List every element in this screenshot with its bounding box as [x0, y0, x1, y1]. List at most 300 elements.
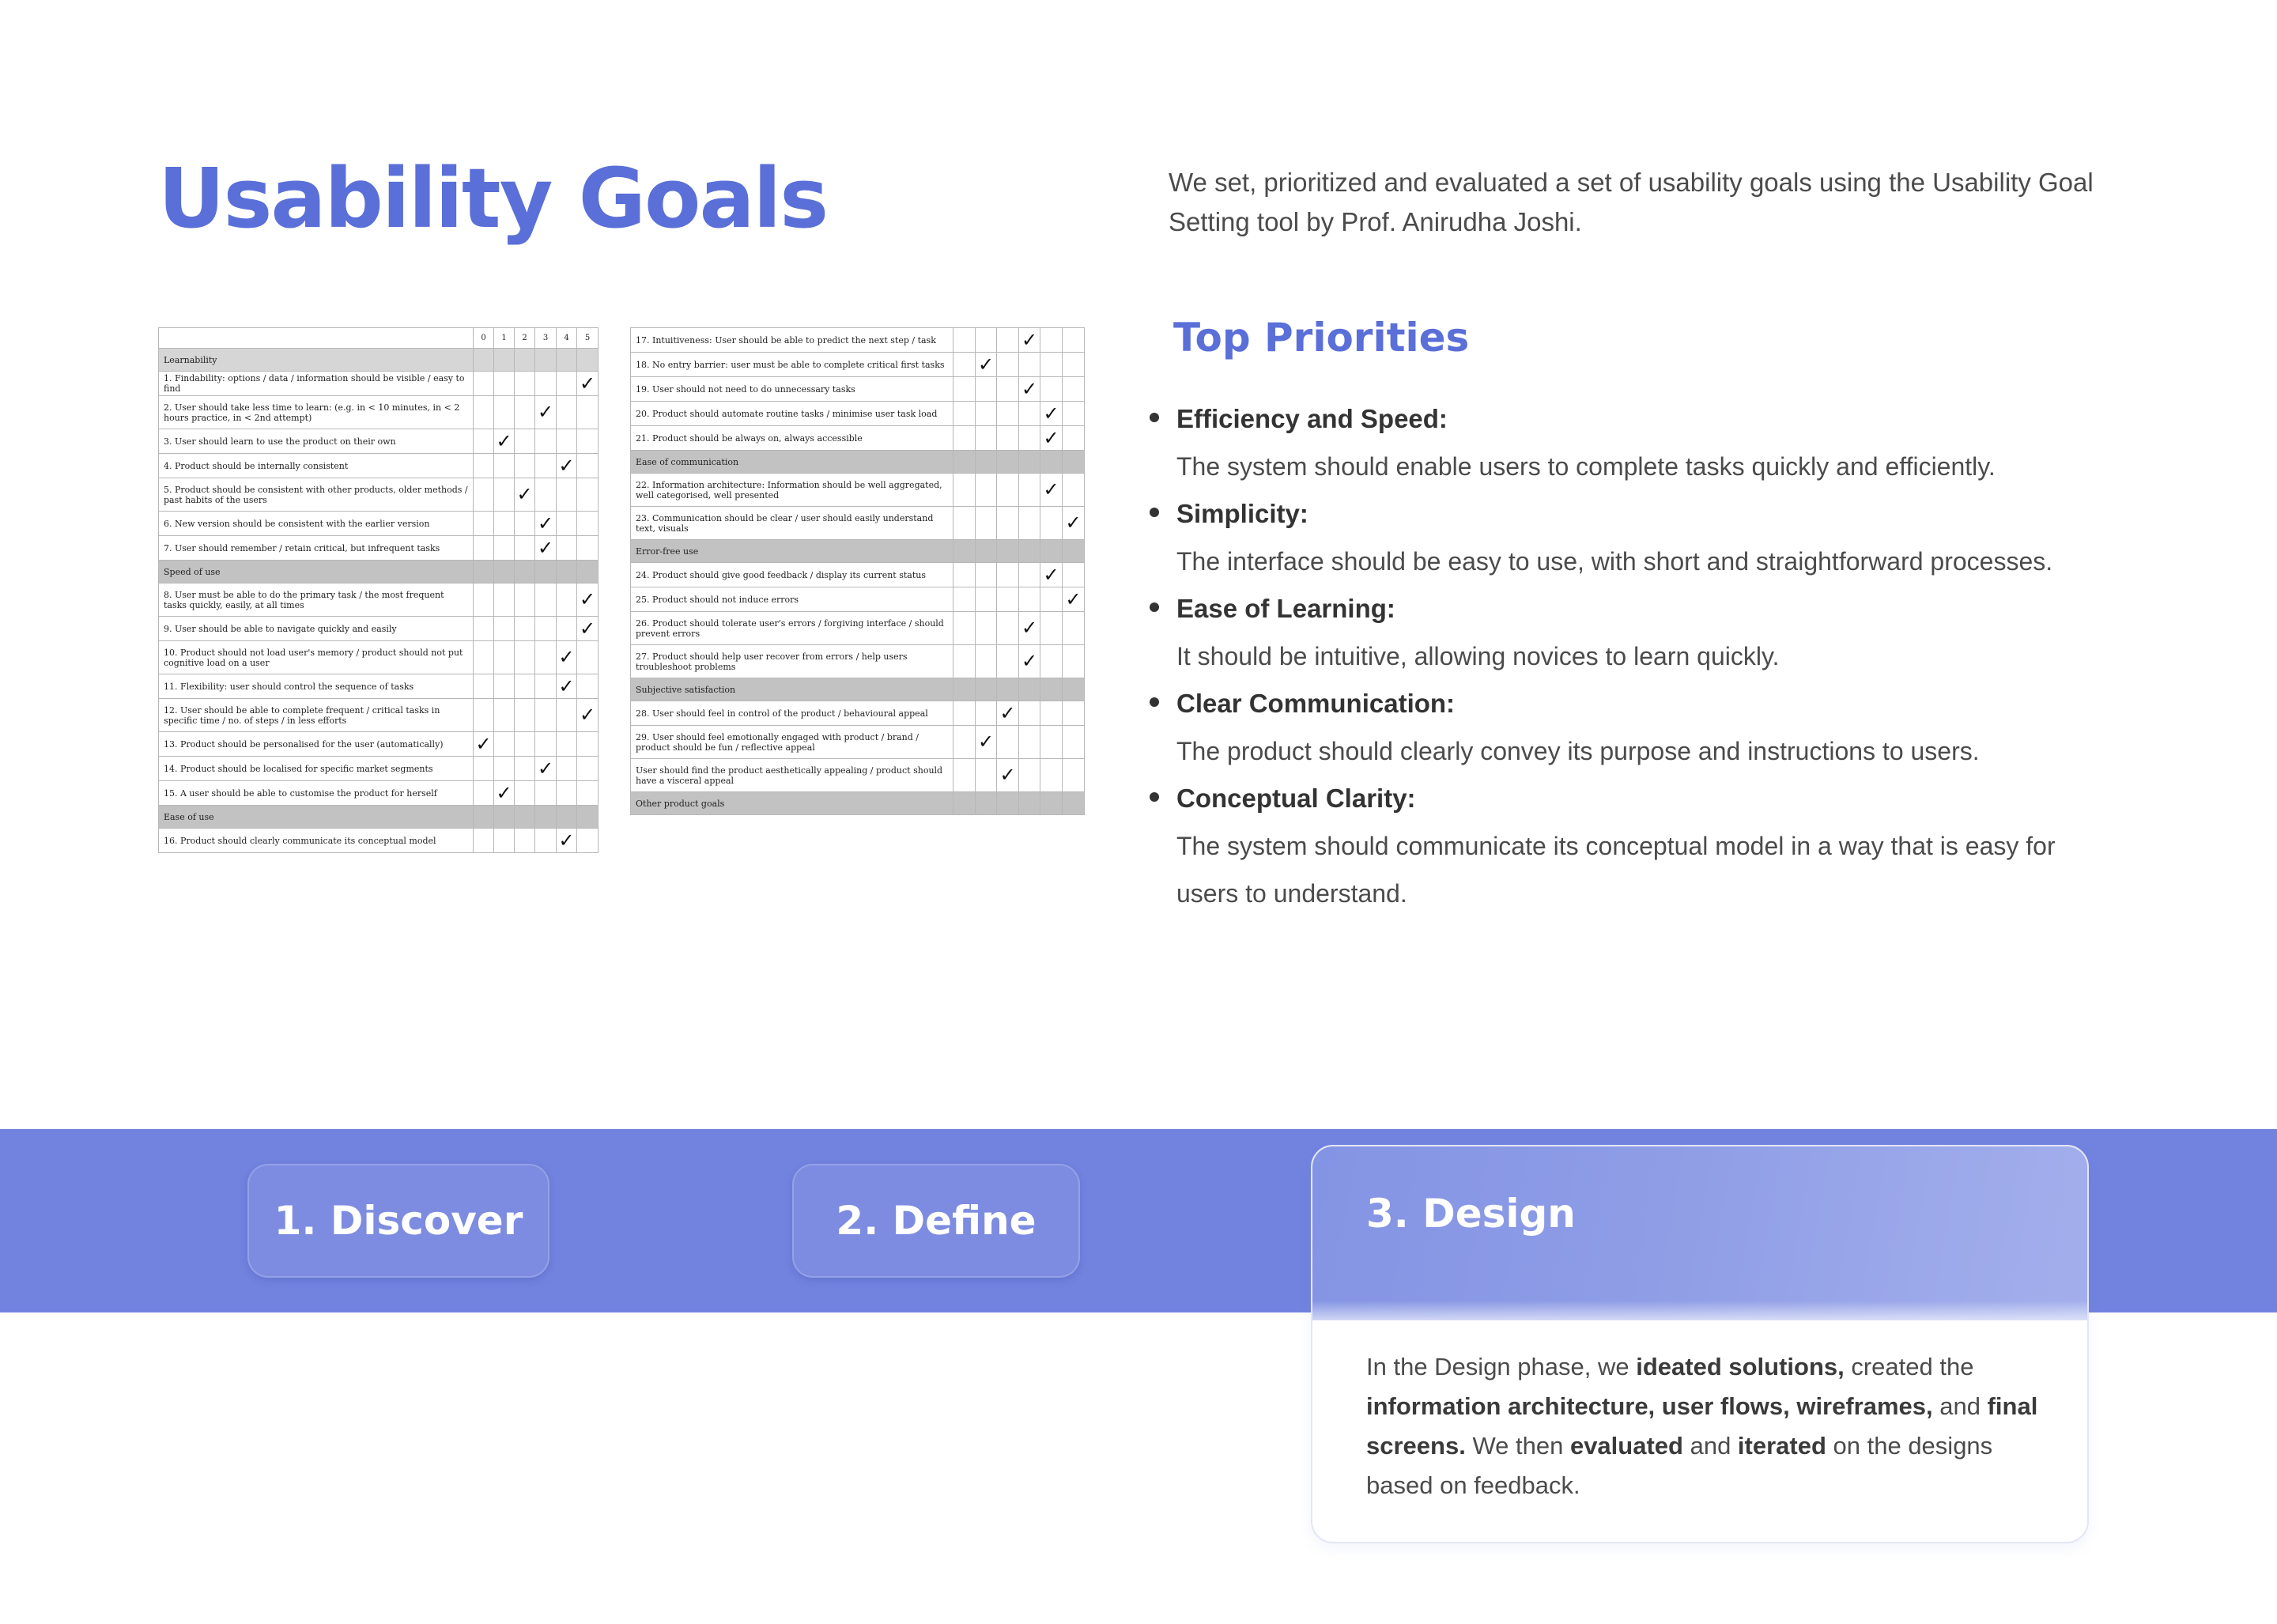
priority-title: Simplicity: [1176, 499, 1308, 528]
design-phase-description [1366, 1347, 2046, 1505]
score-cell [515, 372, 535, 396]
priority-description: The system should enable users to complete tasks quickly and efficiently. [1176, 452, 1996, 481]
score-cell [953, 563, 976, 587]
score-cell [494, 829, 515, 853]
phase-design-title: 3. Design [1366, 1191, 1576, 1237]
check-mark-icon: ✓ [577, 699, 599, 732]
score-cell [997, 587, 1019, 612]
score-cell [474, 536, 494, 561]
score-cell [1019, 726, 1040, 759]
section-score-cell [997, 678, 1019, 701]
goal-text: 9. User should be able to navigate quickly and easily [159, 617, 474, 641]
check-mark-icon: ✓ [535, 757, 557, 781]
score-cell [953, 726, 976, 759]
check-mark-icon: ✓ [1040, 474, 1063, 507]
check-mark-icon: ✓ [557, 674, 577, 699]
section-score-cell [535, 561, 557, 584]
score-cell [557, 536, 577, 561]
bullet-icon [1150, 602, 1159, 612]
goal-row [631, 353, 1085, 377]
score-cell [976, 377, 997, 402]
score-cell [577, 641, 599, 674]
section-score-cell [1019, 678, 1040, 701]
score-cell [1040, 612, 1063, 645]
goal-text: 24. Product should give good feedback / display its current status [631, 563, 953, 587]
body-text: created the [1844, 1353, 1974, 1380]
body-text: and [1932, 1392, 1988, 1420]
score-cell [953, 612, 976, 645]
score-cell [494, 372, 515, 396]
score-cell [515, 454, 535, 478]
check-mark-icon: ✓ [535, 512, 557, 536]
score-cell [976, 402, 997, 426]
score-cell [474, 584, 494, 617]
section-score-cell [1040, 540, 1063, 563]
goal-row [631, 474, 1085, 507]
section-row [159, 561, 599, 584]
score-cell [1063, 353, 1085, 377]
goal-row [631, 402, 1085, 426]
score-cell [997, 402, 1019, 426]
goal-row [631, 507, 1085, 540]
score-cell [1063, 328, 1085, 353]
goal-text: 26. Product should tolerate user's errors / forgiving interface / should prevent errors [631, 612, 953, 645]
section-score-cell [474, 349, 494, 372]
section-score-cell [494, 349, 515, 372]
score-cell [557, 781, 577, 806]
section-score-cell [1063, 540, 1085, 563]
check-mark-icon: ✓ [557, 641, 577, 674]
score-cell [1019, 587, 1040, 612]
score-cell [976, 645, 997, 678]
score-cell [997, 474, 1019, 507]
score-cell [515, 699, 535, 732]
goal-row [631, 759, 1085, 792]
score-cell [953, 587, 976, 612]
score-cell [494, 732, 515, 757]
section-score-cell [557, 349, 577, 372]
check-mark-icon: ✓ [1019, 612, 1040, 645]
score-cell [1040, 587, 1063, 612]
score-cell [953, 474, 976, 507]
goal-text: 20. Product should automate routine tasks / minimise user task load [631, 402, 953, 426]
goal-row [631, 377, 1085, 402]
phase-discover-tab[interactable]: 1. Discover [247, 1164, 549, 1278]
goal-row [631, 726, 1085, 759]
design-card-fade [1312, 1301, 2087, 1332]
score-cell [535, 674, 557, 699]
score-cell [997, 645, 1019, 678]
score-cell [494, 454, 515, 478]
goal-text: 22. Information architecture: Information should be well aggregated, well categorised, well presented [631, 474, 953, 507]
score-cell [515, 536, 535, 561]
priority-list [1150, 395, 2114, 917]
top-priorities-heading: Top Priorities [1173, 315, 1470, 361]
score-cell [953, 377, 976, 402]
section-score-cell [474, 561, 494, 584]
section-score-cell [997, 792, 1019, 815]
check-mark-icon: ✓ [997, 701, 1019, 726]
goal-text: 23. Communication should be clear / user should easily understand text, visuals [631, 507, 953, 540]
goal-text: 3. User should learn to use the product on their own [159, 429, 474, 454]
section-score-cell [1040, 451, 1063, 474]
score-cell [474, 512, 494, 536]
goal-text: User should find the product aesthetically appealing / product should have a visceral appeal [631, 759, 953, 792]
priority-item [1150, 585, 2114, 680]
check-mark-icon: ✓ [577, 372, 599, 396]
section-label: Speed of use [159, 561, 474, 584]
score-header-cell: 4 [557, 328, 577, 349]
section-score-cell [953, 792, 976, 815]
score-cell [1040, 726, 1063, 759]
score-cell [976, 563, 997, 587]
score-cell [494, 757, 515, 781]
score-cell [976, 328, 997, 353]
score-cell [494, 584, 515, 617]
score-cell [494, 478, 515, 512]
score-cell [515, 617, 535, 641]
score-cell [494, 396, 515, 429]
score-cell [1063, 402, 1085, 426]
section-score-cell [976, 678, 997, 701]
section-score-cell [976, 540, 997, 563]
score-cell [976, 426, 997, 451]
section-score-cell [1063, 792, 1085, 815]
check-mark-icon: ✓ [494, 781, 515, 806]
goal-text: 21. Product should be always on, always accessible [631, 426, 953, 451]
score-cell [515, 829, 535, 853]
goal-text: 16. Product should clearly communicate its conceptual model [159, 829, 474, 853]
goal-text: 28. User should feel in control of the product / behavioural appeal [631, 701, 953, 726]
score-cell [474, 829, 494, 853]
score-cell [997, 377, 1019, 402]
score-cell [1063, 612, 1085, 645]
priority-title: Conceptual Clarity: [1176, 784, 1416, 813]
goal-row [631, 328, 1085, 353]
score-cell [577, 454, 599, 478]
score-cell [515, 584, 535, 617]
section-score-cell [1040, 792, 1063, 815]
priority-item [1150, 395, 2114, 490]
check-mark-icon: ✓ [557, 454, 577, 478]
score-cell [976, 507, 997, 540]
score-cell [557, 372, 577, 396]
score-cell [577, 674, 599, 699]
priority-item [1150, 680, 2114, 775]
score-cell [997, 426, 1019, 451]
score-header-row [159, 328, 599, 349]
check-mark-icon: ✓ [976, 353, 997, 377]
section-score-cell [577, 806, 599, 829]
section-row [631, 540, 1085, 563]
goal-text: 13. Product should be personalised for the user (automatically) [159, 732, 474, 757]
section-score-cell [515, 806, 535, 829]
score-cell [494, 674, 515, 699]
phase-design-card[interactable] [1311, 1145, 2089, 1543]
goal-row [159, 829, 599, 853]
score-cell [1040, 507, 1063, 540]
check-mark-icon: ✓ [1019, 328, 1040, 353]
priority-title: Efficiency and Speed: [1176, 404, 1448, 433]
goal-text: 1. Findability: options / data / information should be visible / easy to find [159, 372, 474, 396]
score-cell [953, 759, 976, 792]
score-cell [953, 402, 976, 426]
score-cell [577, 781, 599, 806]
score-cell [557, 512, 577, 536]
goal-row [159, 641, 599, 674]
score-cell [557, 699, 577, 732]
goal-row [631, 587, 1085, 612]
section-score-cell [997, 540, 1019, 563]
score-header-cell: 1 [494, 328, 515, 349]
score-cell [535, 454, 557, 478]
check-mark-icon: ✓ [557, 829, 577, 853]
score-cell [515, 512, 535, 536]
goal-row [631, 563, 1085, 587]
score-cell [557, 584, 577, 617]
check-mark-icon: ✓ [1019, 645, 1040, 678]
score-cell [953, 645, 976, 678]
priority-title: Clear Communication: [1176, 689, 1456, 718]
score-cell [494, 699, 515, 732]
score-cell [474, 396, 494, 429]
goal-text: 27. Product should help user recover from errors / help users troubleshoot problems [631, 645, 953, 678]
score-cell [1019, 759, 1040, 792]
goal-row [159, 781, 599, 806]
section-score-cell [515, 561, 535, 584]
check-mark-icon: ✓ [1019, 377, 1040, 402]
score-cell [577, 757, 599, 781]
goal-row [631, 645, 1085, 678]
section-score-cell [1063, 678, 1085, 701]
score-cell [535, 478, 557, 512]
section-score-cell [997, 451, 1019, 474]
goal-row [159, 699, 599, 732]
priority-description: The interface should be easy to use, with short and straightforward processes. [1176, 547, 2053, 576]
score-cell [1040, 759, 1063, 792]
section-label: Learnability [159, 349, 474, 372]
goal-text: 29. User should feel emotionally engaged with product / brand / product should be fun / reflective appeal [631, 726, 953, 759]
phase-define-tab[interactable]: 2. Define [792, 1164, 1080, 1278]
section-score-cell [535, 806, 557, 829]
check-mark-icon: ✓ [1063, 587, 1085, 612]
score-cell [474, 641, 494, 674]
section-score-cell [1040, 678, 1063, 701]
score-cell [474, 674, 494, 699]
priority-description: The product should clearly convey its purpose and instructions to users. [1176, 737, 1980, 765]
score-cell [494, 512, 515, 536]
body-text: In the Design phase, we [1366, 1353, 1637, 1380]
goal-text: 12. User should be able to complete frequent / critical tasks in specific time / no. of steps / in less efforts [159, 699, 474, 732]
check-mark-icon: ✓ [535, 536, 557, 561]
score-cell [953, 426, 976, 451]
score-header-cell: 0 [474, 328, 494, 349]
score-cell [1040, 377, 1063, 402]
score-cell [535, 641, 557, 674]
section-row [631, 678, 1085, 701]
section-row [159, 806, 599, 829]
score-cell [474, 699, 494, 732]
goal-row [159, 478, 599, 512]
score-cell [997, 353, 1019, 377]
score-cell [577, 829, 599, 853]
score-cell [515, 757, 535, 781]
score-cell [997, 563, 1019, 587]
section-score-cell [577, 349, 599, 372]
priority-item [1150, 775, 2114, 917]
goal-text: 11. Flexibility: user should control the sequence of tasks [159, 674, 474, 699]
score-cell [1040, 353, 1063, 377]
emphasis-text: evaluated [1569, 1432, 1683, 1460]
section-score-cell [976, 792, 997, 815]
score-cell [515, 396, 535, 429]
section-label: Ease of use [159, 806, 474, 829]
emphasis-text: ideated solutions, [1636, 1353, 1845, 1380]
score-cell [1063, 726, 1085, 759]
score-cell [997, 726, 1019, 759]
score-cell [953, 353, 976, 377]
goal-text: 18. No entry barrier: user must be able to complete critical first tasks [631, 353, 953, 377]
score-cell [1063, 701, 1085, 726]
goal-row [159, 584, 599, 617]
score-cell [976, 612, 997, 645]
score-cell [535, 699, 557, 732]
check-mark-icon: ✓ [535, 396, 557, 429]
bullet-icon [1150, 508, 1159, 517]
priority-title: Ease of Learning: [1176, 594, 1395, 623]
goal-text: 17. Intuitiveness: User should be able to predict the next step / task [631, 328, 953, 353]
score-cell [997, 328, 1019, 353]
score-cell [494, 617, 515, 641]
check-mark-icon: ✓ [515, 478, 535, 512]
usability-goals-table-right [630, 327, 1085, 815]
bullet-icon [1150, 697, 1159, 707]
score-cell [577, 512, 599, 536]
goal-text: 5. Product should be consistent with other products, older methods / past habits of the users [159, 478, 474, 512]
score-cell [515, 732, 535, 757]
score-cell [976, 474, 997, 507]
score-cell [953, 701, 976, 726]
score-cell [1040, 328, 1063, 353]
score-cell [1063, 759, 1085, 792]
section-row [631, 451, 1085, 474]
goal-row [159, 757, 599, 781]
score-cell [997, 612, 1019, 645]
bullet-icon [1150, 792, 1159, 802]
score-cell [1019, 402, 1040, 426]
section-score-cell [1019, 540, 1040, 563]
section-label: Error-free use [631, 540, 953, 563]
goal-row [159, 536, 599, 561]
goal-text: 14. Product should be localised for specific market segments [159, 757, 474, 781]
header-blank-cell [159, 328, 474, 349]
section-label: Ease of communication [631, 451, 953, 474]
section-row [159, 349, 599, 372]
page-title: Usability Goals [158, 150, 828, 247]
check-mark-icon: ✓ [577, 617, 599, 641]
goal-row [159, 674, 599, 699]
section-score-cell [474, 806, 494, 829]
score-cell [474, 757, 494, 781]
goal-text: 8. User must be able to do the primary task / the most frequent tasks quickly, easily, at all times [159, 584, 474, 617]
score-cell [474, 478, 494, 512]
section-score-cell [515, 349, 535, 372]
section-score-cell [953, 540, 976, 563]
score-cell [535, 372, 557, 396]
score-cell [577, 732, 599, 757]
score-cell [1019, 507, 1040, 540]
score-cell [557, 429, 577, 454]
score-cell [1019, 353, 1040, 377]
score-cell [976, 759, 997, 792]
score-cell [557, 757, 577, 781]
body-text: and [1682, 1432, 1738, 1460]
goal-text: 7. User should remember / retain critical, but infrequent tasks [159, 536, 474, 561]
section-score-cell [953, 451, 976, 474]
intro-text: We set, prioritized and evaluated a set of usability goals using the Usability Goal Setting tool by Prof. Anirudha Joshi. [1169, 168, 2094, 236]
goal-row [631, 701, 1085, 726]
score-cell [577, 396, 599, 429]
section-label: Other product goals [631, 792, 953, 815]
score-cell [1019, 701, 1040, 726]
score-header-cell: 5 [577, 328, 599, 349]
emphasis-text: information architecture, user flows, wireframes, [1366, 1392, 1933, 1420]
priority-description: It should be intuitive, allowing novices to learn quickly. [1176, 642, 1780, 670]
bullet-icon [1150, 413, 1159, 422]
check-mark-icon: ✓ [1063, 507, 1085, 540]
goal-row [159, 372, 599, 396]
check-mark-icon: ✓ [1040, 402, 1063, 426]
check-mark-icon: ✓ [494, 429, 515, 454]
section-score-cell [953, 678, 976, 701]
section-score-cell [577, 561, 599, 584]
score-cell [535, 584, 557, 617]
score-cell [515, 781, 535, 806]
score-cell [1040, 701, 1063, 726]
goal-row [159, 732, 599, 757]
check-mark-icon: ✓ [474, 732, 494, 757]
score-cell [1063, 474, 1085, 507]
score-cell [1063, 645, 1085, 678]
score-cell [557, 732, 577, 757]
goal-row [159, 429, 599, 454]
score-cell [976, 701, 997, 726]
priority-item [1150, 490, 2114, 585]
section-score-cell [494, 806, 515, 829]
score-cell [535, 781, 557, 806]
goal-text: 2. User should take less time to learn: (e.g. in < 10 minutes, in < 2 hours practice, in < 2nd attempt) [159, 396, 474, 429]
score-cell [557, 617, 577, 641]
section-score-cell [557, 806, 577, 829]
score-cell [557, 478, 577, 512]
score-cell [557, 396, 577, 429]
section-score-cell [535, 349, 557, 372]
emphasis-text: final screens. [1366, 1392, 2038, 1460]
goal-text: 4. Product should be internally consistent [159, 454, 474, 478]
score-cell [474, 781, 494, 806]
score-cell [997, 507, 1019, 540]
usability-goals-table-left [158, 327, 599, 853]
goal-text: 19. User should not need to do unnecessary tasks [631, 377, 953, 402]
score-cell [1063, 377, 1085, 402]
score-cell [1063, 563, 1085, 587]
score-cell [535, 429, 557, 454]
check-mark-icon: ✓ [976, 726, 997, 759]
section-label: Subjective satisfaction [631, 678, 953, 701]
score-cell [577, 429, 599, 454]
goal-text: 25. Product should not induce errors [631, 587, 953, 612]
check-mark-icon: ✓ [997, 759, 1019, 792]
